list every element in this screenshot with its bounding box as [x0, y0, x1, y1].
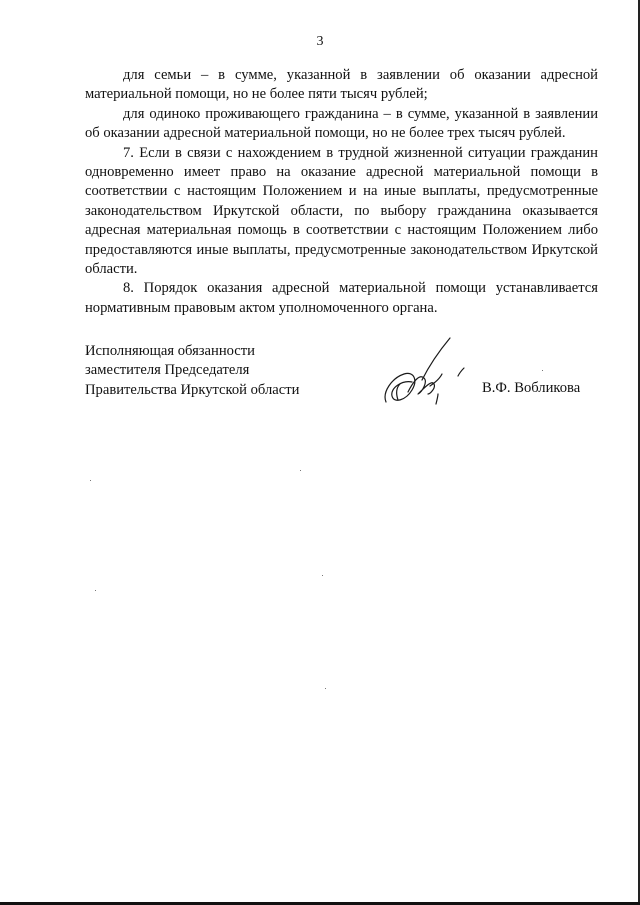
- scan-speck: [322, 575, 323, 576]
- signatory-position: [85, 342, 299, 400]
- paragraph-item-8: 8. Порядок оказания адресной материальной помощи устанавливается нормативным правовым актом уполномоченного органа.: [85, 280, 598, 316]
- scan-speck: [542, 370, 543, 371]
- scan-speck: [300, 470, 301, 471]
- scan-speck: [90, 480, 91, 481]
- page-number: 3: [316, 34, 324, 49]
- signatory-position-line: Правительства Иркутской области: [85, 381, 300, 398]
- signatory-position-line: Исполняющая обязанности: [85, 343, 255, 359]
- paragraph-item-7: 7. Если в связи с нахождением в трудной жизненной ситуации гражданин одновременно имеет право на оказание адресной материальной помощи в соответствии с настоящим Положением и на иные выплаты, предусмотренные законодательством Иркутской области, по выбору гражданина оказывается адресная материальная помощь в соответствии с настоящим Положением либо предоставляются иные выплаты, предусмотренные законодательством Иркутской области.: [85, 144, 598, 278]
- scan-speck: [325, 688, 326, 689]
- paragraph-family-limit: для семьи – в сумме, указанной в заявлении об оказании адресной материальной помощи, но не более пяти тысяч рублей;: [85, 67, 598, 103]
- scan-speck: [95, 590, 96, 591]
- paragraph-single-citizen-limit: для одиноко проживающего гражданина – в сумме, указанной в заявлении об оказании адресной материальной помощи, но не более трех тысяч рублей.: [85, 105, 598, 142]
- signatory-position-line: заместителя Председателя: [85, 362, 250, 379]
- signatory-name: В.Ф. Вобликова: [482, 380, 581, 396]
- handwritten-signature: [378, 334, 468, 412]
- document-body: [85, 66, 598, 318]
